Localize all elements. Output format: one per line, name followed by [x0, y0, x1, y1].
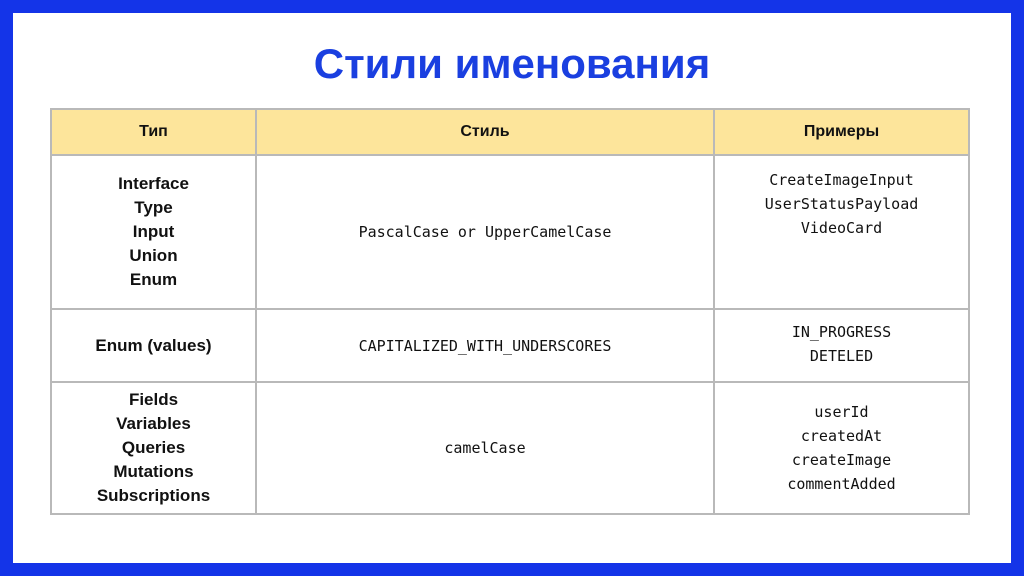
type-item: Subscriptions — [96, 486, 211, 505]
example-item: VideoCard — [800, 219, 883, 237]
header-type: Тип — [51, 109, 256, 155]
type-cell — [51, 382, 256, 514]
type-item: Queries — [121, 438, 186, 457]
type-cell — [51, 155, 256, 309]
type-item: Enum (values) — [95, 335, 212, 355]
example-item: IN_PROGRESS — [791, 322, 892, 341]
example-item: commentAdded — [787, 475, 896, 493]
style-cell: PascalCase or UpperCamelCase — [256, 155, 714, 309]
example-item: CreateImageInput — [769, 171, 914, 189]
example-item: DETELED — [809, 346, 874, 365]
type-item: Type — [134, 198, 173, 217]
example-item: userId — [814, 403, 869, 421]
style-cell: camelCase — [256, 382, 714, 514]
type-item: Interface — [118, 174, 189, 193]
examples-cell — [714, 382, 969, 514]
header-examples: Примеры — [714, 109, 969, 155]
header-style: Стиль — [256, 109, 714, 155]
type-item: Mutations — [113, 462, 194, 481]
naming-styles-table — [50, 108, 970, 515]
type-item: Enum — [129, 270, 178, 289]
table-row — [51, 155, 969, 309]
type-item: Fields — [128, 390, 179, 409]
type-cell — [51, 309, 256, 382]
type-item: Variables — [116, 414, 191, 433]
example-item: createImage — [791, 451, 892, 469]
slide-title: Стили именования — [313, 40, 711, 87]
examples-cell — [714, 155, 969, 309]
example-item: UserStatusPayload — [764, 195, 919, 213]
table-row — [51, 309, 969, 382]
table-header-row — [51, 109, 969, 155]
example-item: createdAt — [800, 427, 883, 445]
type-item: Input — [132, 222, 175, 241]
examples-cell — [714, 309, 969, 382]
slide — [13, 13, 1011, 563]
type-item: Union — [129, 246, 178, 265]
style-cell: CAPITALIZED_WITH_UNDERSCORES — [256, 309, 714, 382]
table-row — [51, 382, 969, 514]
